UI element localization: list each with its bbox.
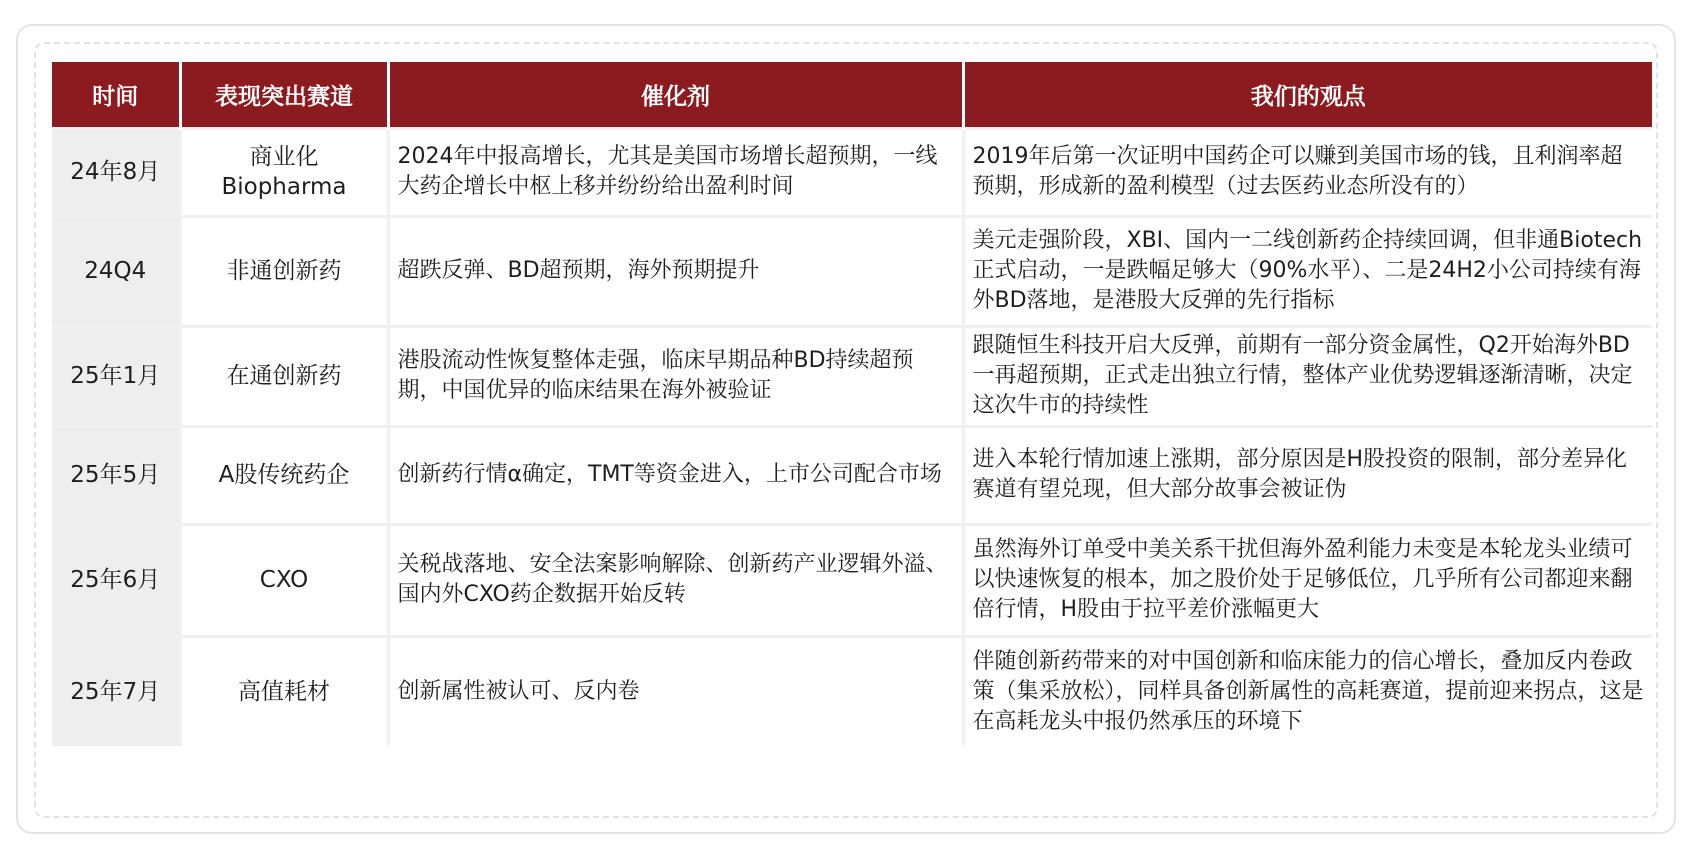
time-cell: 25年6月 xyxy=(52,524,180,636)
table-row xyxy=(52,216,1652,326)
header-catalyst: 催化剂 xyxy=(388,62,963,128)
time-cell: 25年1月 xyxy=(52,326,180,426)
track-cell xyxy=(180,128,388,216)
time-cell: 25年5月 xyxy=(52,426,180,524)
header-track: 表现突出赛道 xyxy=(180,62,388,128)
track-cell xyxy=(180,636,388,746)
track-cell xyxy=(180,426,388,524)
track-name: A股传统药企 xyxy=(218,462,350,488)
sector-view-table xyxy=(52,62,1652,746)
view-cell: 跟随恒生科技开启大反弹，前期有一部分资金属性，Q2开始海外BD一再超预期，正式走出独立行情，整体产业优势逻辑逐渐清晰，决定这次牛市的持续性 xyxy=(963,326,1652,426)
header-time: 时间 xyxy=(52,62,180,128)
catalyst-cell: 港股流动性恢复整体走强，临床早期品种BD持续超预期，中国优异的临床结果在海外被验证 xyxy=(388,326,963,426)
catalyst-cell: 创新药行情α确定，TMT等资金进入，上市公司配合市场 xyxy=(388,426,963,524)
header-view: 我们的观点 xyxy=(963,62,1652,128)
catalyst-cell: 超跌反弹、BD超预期，海外预期提升 xyxy=(388,216,963,326)
track-name: 非通创新药 xyxy=(226,258,342,284)
view-cell: 伴随创新药带来的对中国创新和临床能力的信心增长，叠加反内卷政策（集采放松），同样具备创新属性的高耗赛道，提前迎来拐点，这是在高耗龙头中报仍然承压的环境下 xyxy=(963,636,1652,746)
table-row xyxy=(52,128,1652,216)
view-cell: 2019年后第一次证明中国药企可以赚到美国市场的钱，且利润率超预期，形成新的盈利模型（过去医药业态所没有的） xyxy=(963,128,1652,216)
view-cell: 进入本轮行情加速上涨期，部分原因是H股投资的限制，部分差异化赛道有望兑现，但大部分故事会被证伪 xyxy=(963,426,1652,524)
time-cell: 24Q4 xyxy=(52,216,180,326)
catalyst-cell: 创新属性被认可、反内卷 xyxy=(388,636,963,746)
catalyst-cell: 2024年中报高增长，尤其是美国市场增长超预期，一线大药企增长中枢上移并纷纷给出盈利时间 xyxy=(388,128,963,216)
track-name: 在通创新药 xyxy=(226,363,342,389)
track-cell xyxy=(180,326,388,426)
header-row xyxy=(52,62,1652,128)
track-name: 商业化 xyxy=(249,144,319,170)
track-cell xyxy=(180,216,388,326)
table-row xyxy=(52,326,1652,426)
view-cell: 美元走强阶段，XBI、国内一二线创新药企持续回调，但非通Biotech正式启动，一是跌幅足够大（90%水平）、二是24H2小公司持续有海外BD落地，是港股大反弹的先行指标 xyxy=(963,216,1652,326)
catalyst-cell: 关税战落地、安全法案影响解除、创新药产业逻辑外溢、国内外CXO药企数据开始反转 xyxy=(388,524,963,636)
table-row xyxy=(52,636,1652,746)
view-cell: 虽然海外订单受中美关系干扰但海外盈利能力未变是本轮龙头业绩可以快速恢复的根本，加之股价处于足够低位，几乎所有公司都迎来翻倍行情，H股由于拉平差价涨幅更大 xyxy=(963,524,1652,636)
track-name: CXO xyxy=(259,567,309,593)
track-name-line2: Biopharma xyxy=(221,174,347,200)
table-row xyxy=(52,524,1652,636)
time-cell: 25年7月 xyxy=(52,636,180,746)
time-cell: 24年8月 xyxy=(52,128,180,216)
table-row xyxy=(52,426,1652,524)
track-name: 高值耗材 xyxy=(238,678,330,705)
track-cell xyxy=(180,524,388,636)
